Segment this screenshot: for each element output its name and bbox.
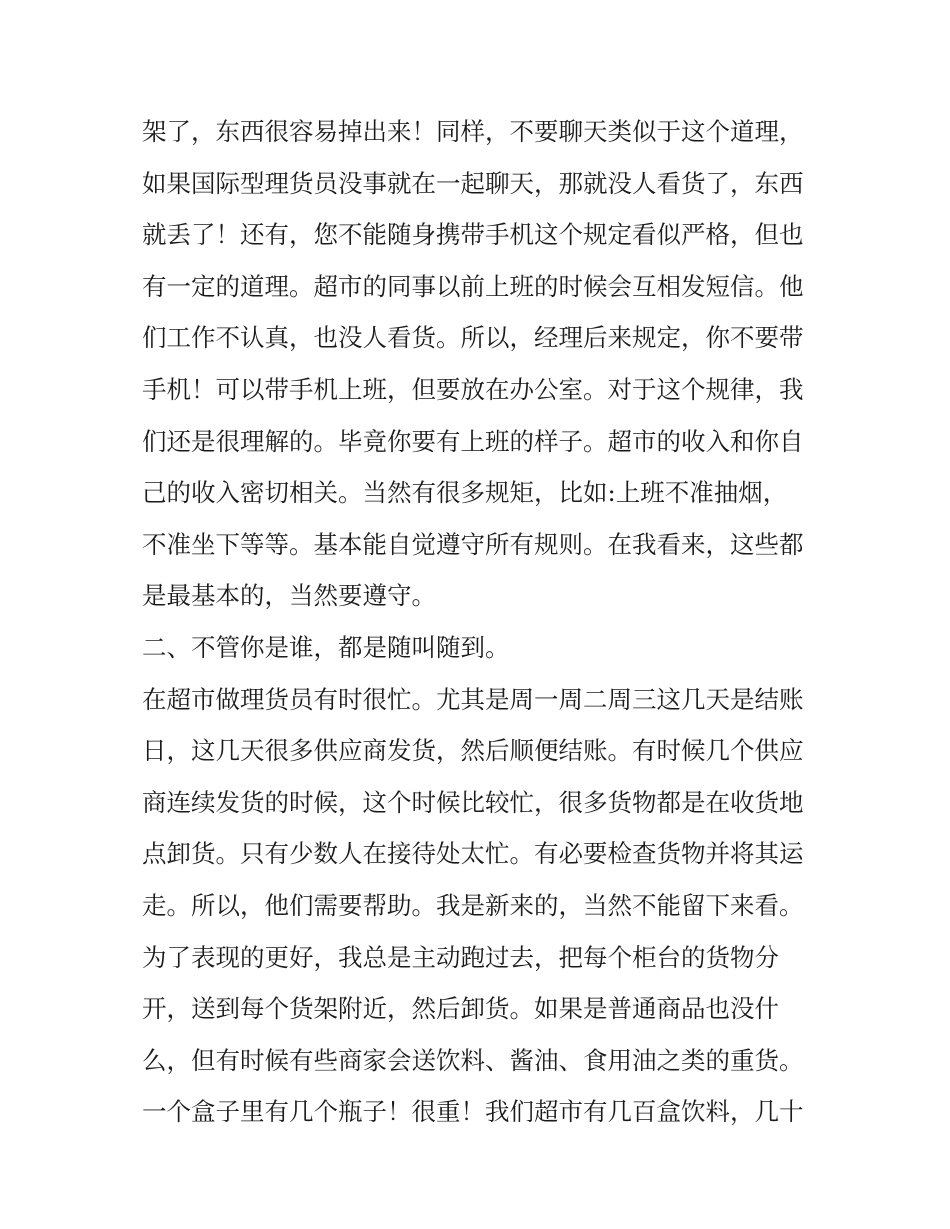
- text-line: 在超市做理货员有时很忙。尤其是周一周二周三这几天是结账: [142, 684, 804, 714]
- text-line: 们还是很理解的。毕竟你要有上班的样子。超市的收入和你自: [142, 426, 804, 456]
- body-text: [142, 106, 822, 1138]
- section-heading: 二、不管你是谁，都是随叫随到。: [142, 632, 510, 662]
- text-line: 手机！可以带手机上班，但要放在办公室。对于这个规律，我: [142, 374, 804, 404]
- text-line: 开，送到每个货架附近，然后卸货。如果是普通商品也没什: [142, 994, 779, 1024]
- text-line: 为了表现的更好，我总是主动跑过去，把每个柜台的货物分: [142, 942, 779, 972]
- text-line: 架了，东西很容易掉出来！同样，不要聊天类似于这个道理，: [142, 117, 804, 146]
- text-line: 点卸货。只有少数人在接待处太忙。有必要检查货物并将其运: [142, 839, 804, 869]
- text-line: 们工作不认真，也没人看货。所以，经理后来规定，你不要带: [142, 323, 804, 353]
- text-line: 是最基本的，当然要遵守。: [142, 581, 436, 611]
- text-line: 不准坐下等等。基本能自觉遵守所有规则。在我看来，这些都: [142, 529, 804, 559]
- text-line: 己的收入密切相关。当然有很多规矩，比如:上班不准抽烟，: [142, 478, 788, 508]
- text-line: 走。所以，他们需要帮助。我是新来的，当然不能留下来看。: [142, 890, 804, 920]
- text-line: 如果国际型理货员没事就在一起聊天，那就没人看货了，东西: [142, 168, 804, 198]
- text-line: 就丢了！还有，您不能随身携带手机这个规定看似严格，但也: [142, 220, 804, 250]
- text-line: 日，这几天很多供应商发货，然后顺便结账。有时候几个供应: [142, 736, 804, 766]
- text-line: 一个盒子里有几个瓶子！很重！我们超市有几百盒饮料，几十: [142, 1097, 804, 1127]
- text-line: 有一定的道理。超市的同事以前上班的时候会互相发短信。他: [142, 271, 804, 301]
- text-line: 商连续发货的时候，这个时候比较忙，很多货物都是在收货地: [142, 787, 804, 817]
- text-line: 么，但有时候有些商家会送饮料、酱油、食用油之类的重货。: [142, 1045, 804, 1075]
